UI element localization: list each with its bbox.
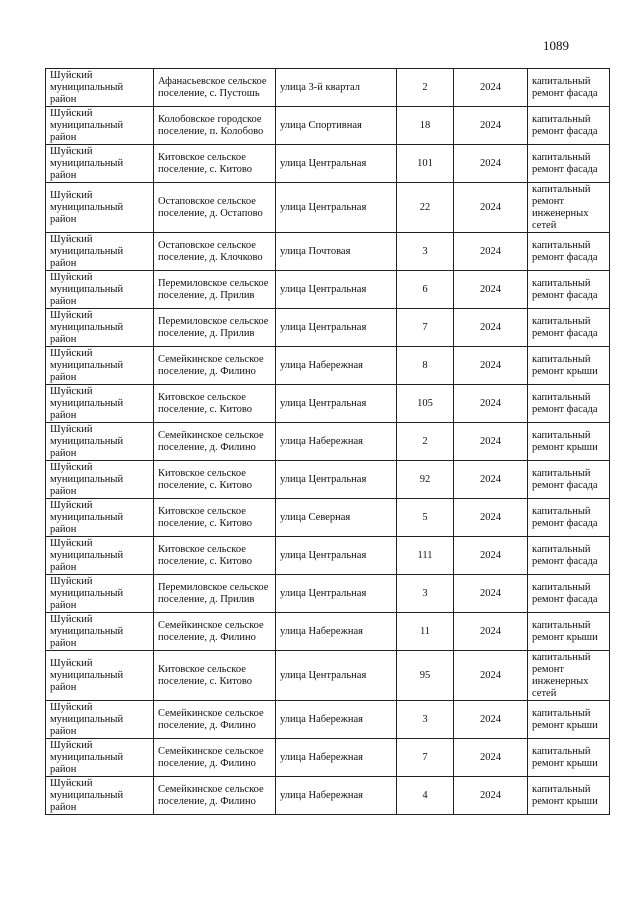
district-cell: Шуйский муниципальный район [46,385,154,423]
settlement-cell: Китовское сельское поселение, с. Китово [154,499,276,537]
house-number-cell: 5 [397,499,454,537]
district-cell: Шуйский муниципальный район [46,423,154,461]
house-number-cell: 95 [397,651,454,701]
house-number-cell: 111 [397,537,454,575]
work-type-cell: капитальный ремонт фасада [528,233,610,271]
table-row [46,309,610,347]
work-type-cell: капитальный ремонт фасада [528,537,610,575]
page-number: 1089 [543,38,569,53]
table-row [46,271,610,309]
house-number-cell: 3 [397,233,454,271]
district-cell: Шуйский муниципальный район [46,499,154,537]
year-cell: 2024 [454,107,528,145]
district-cell: Шуйский муниципальный район [46,575,154,613]
settlement-cell: Остаповское сельское поселение, д. Клочково [154,233,276,271]
work-type-cell: капитальный ремонт фасада [528,69,610,107]
street-cell: улица Северная [276,499,397,537]
table-row [46,183,610,233]
work-type-cell: капитальный ремонт крыши [528,423,610,461]
table-row [46,69,610,107]
house-number-cell: 2 [397,69,454,107]
street-cell: улица Центральная [276,537,397,575]
table-body [46,69,610,815]
settlement-cell: Колобовское городское поселение, п. Колобово [154,107,276,145]
district-cell: Шуйский муниципальный район [46,701,154,739]
work-type-cell: капитальный ремонт крыши [528,777,610,815]
house-number-cell: 101 [397,145,454,183]
work-type-cell: капитальный ремонт крыши [528,739,610,777]
district-cell: Шуйский муниципальный район [46,107,154,145]
work-type-cell: капитальный ремонт фасада [528,145,610,183]
table-row [46,739,610,777]
work-type-cell: капитальный ремонт фасада [528,107,610,145]
district-cell: Шуйский муниципальный район [46,309,154,347]
street-cell: улица Центральная [276,385,397,423]
settlement-cell: Китовское сельское поселение, с. Китово [154,537,276,575]
year-cell: 2024 [454,385,528,423]
settlement-cell: Семейкинское сельское поселение, д. Филино [154,777,276,815]
year-cell: 2024 [454,309,528,347]
settlement-cell: Афанасьевское сельское поселение, с. Пустошь [154,69,276,107]
street-cell: улица Набережная [276,423,397,461]
work-type-cell: капитальный ремонт крыши [528,701,610,739]
house-number-cell: 18 [397,107,454,145]
house-number-cell: 8 [397,347,454,385]
street-cell: улица Набережная [276,777,397,815]
settlement-cell: Перемиловское сельское поселение, д. Прилив [154,271,276,309]
table-row [46,537,610,575]
year-cell: 2024 [454,739,528,777]
street-cell: улица Центральная [276,271,397,309]
street-cell: улица Центральная [276,183,397,233]
year-cell: 2024 [454,347,528,385]
table-row [46,385,610,423]
year-cell: 2024 [454,777,528,815]
district-cell: Шуйский муниципальный район [46,347,154,385]
year-cell: 2024 [454,537,528,575]
house-number-cell: 7 [397,739,454,777]
work-type-cell: капитальный ремонт фасада [528,309,610,347]
district-cell: Шуйский муниципальный район [46,145,154,183]
settlement-cell: Китовское сельское поселение, с. Китово [154,145,276,183]
street-cell: улица Набережная [276,613,397,651]
year-cell: 2024 [454,575,528,613]
street-cell: улица Спортивная [276,107,397,145]
year-cell: 2024 [454,499,528,537]
year-cell: 2024 [454,423,528,461]
year-cell: 2024 [454,271,528,309]
work-type-cell: капитальный ремонт фасада [528,575,610,613]
house-number-cell: 92 [397,461,454,499]
settlement-cell: Семейкинское сельское поселение, д. Филино [154,423,276,461]
table-row [46,347,610,385]
settlement-cell: Семейкинское сельское поселение, д. Филино [154,613,276,651]
year-cell: 2024 [454,233,528,271]
settlement-cell: Китовское сельское поселение, с. Китово [154,461,276,499]
table-row [46,701,610,739]
district-cell: Шуйский муниципальный район [46,461,154,499]
street-cell: улица Набережная [276,701,397,739]
street-cell: улица 3-й квартал [276,69,397,107]
work-type-cell: капитальный ремонт фасада [528,499,610,537]
street-cell: улица Почтовая [276,233,397,271]
house-number-cell: 6 [397,271,454,309]
district-cell: Шуйский муниципальный район [46,537,154,575]
street-cell: улица Центральная [276,575,397,613]
settlement-cell: Перемиловское сельское поселение, д. Прилив [154,575,276,613]
year-cell: 2024 [454,145,528,183]
district-cell: Шуйский муниципальный район [46,739,154,777]
settlement-cell: Перемиловское сельское поселение, д. Прилив [154,309,276,347]
table-row [46,613,610,651]
table-row [46,777,610,815]
settlement-cell: Китовское сельское поселение, с. Китово [154,651,276,701]
table-row [46,233,610,271]
settlement-cell: Семейкинское сельское поселение, д. Филино [154,701,276,739]
district-cell: Шуйский муниципальный район [46,69,154,107]
table-row [46,107,610,145]
table-row [46,651,610,701]
work-type-cell: капитальный ремонт крыши [528,347,610,385]
housing-repair-table [45,68,610,815]
table-row [46,145,610,183]
street-cell: улица Центральная [276,461,397,499]
district-cell: Шуйский муниципальный район [46,271,154,309]
district-cell: Шуйский муниципальный район [46,613,154,651]
district-cell: Шуйский муниципальный район [46,183,154,233]
work-type-cell: капитальный ремонт фасада [528,271,610,309]
settlement-cell: Китовское сельское поселение, с. Китово [154,385,276,423]
settlement-cell: Остаповское сельское поселение, д. Остапово [154,183,276,233]
table-row [46,423,610,461]
house-number-cell: 11 [397,613,454,651]
district-cell: Шуйский муниципальный район [46,233,154,271]
table-row [46,499,610,537]
year-cell: 2024 [454,651,528,701]
year-cell: 2024 [454,701,528,739]
work-type-cell: капитальный ремонт инженерных сетей [528,651,610,701]
district-cell: Шуйский муниципальный район [46,777,154,815]
house-number-cell: 7 [397,309,454,347]
year-cell: 2024 [454,613,528,651]
house-number-cell: 105 [397,385,454,423]
street-cell: улица Центральная [276,145,397,183]
work-type-cell: капитальный ремонт фасада [528,461,610,499]
house-number-cell: 2 [397,423,454,461]
house-number-cell: 22 [397,183,454,233]
work-type-cell: капитальный ремонт инженерных сетей [528,183,610,233]
work-type-cell: капитальный ремонт фасада [528,385,610,423]
year-cell: 2024 [454,183,528,233]
table-row [46,461,610,499]
house-number-cell: 4 [397,777,454,815]
house-number-cell: 3 [397,575,454,613]
work-type-cell: капитальный ремонт крыши [528,613,610,651]
house-number-cell: 3 [397,701,454,739]
settlement-cell: Семейкинское сельское поселение, д. Филино [154,739,276,777]
district-cell: Шуйский муниципальный район [46,651,154,701]
year-cell: 2024 [454,69,528,107]
street-cell: улица Набережная [276,739,397,777]
settlement-cell: Семейкинское сельское поселение, д. Филино [154,347,276,385]
street-cell: улица Центральная [276,309,397,347]
street-cell: улица Центральная [276,651,397,701]
street-cell: улица Набережная [276,347,397,385]
year-cell: 2024 [454,461,528,499]
table-row [46,575,610,613]
